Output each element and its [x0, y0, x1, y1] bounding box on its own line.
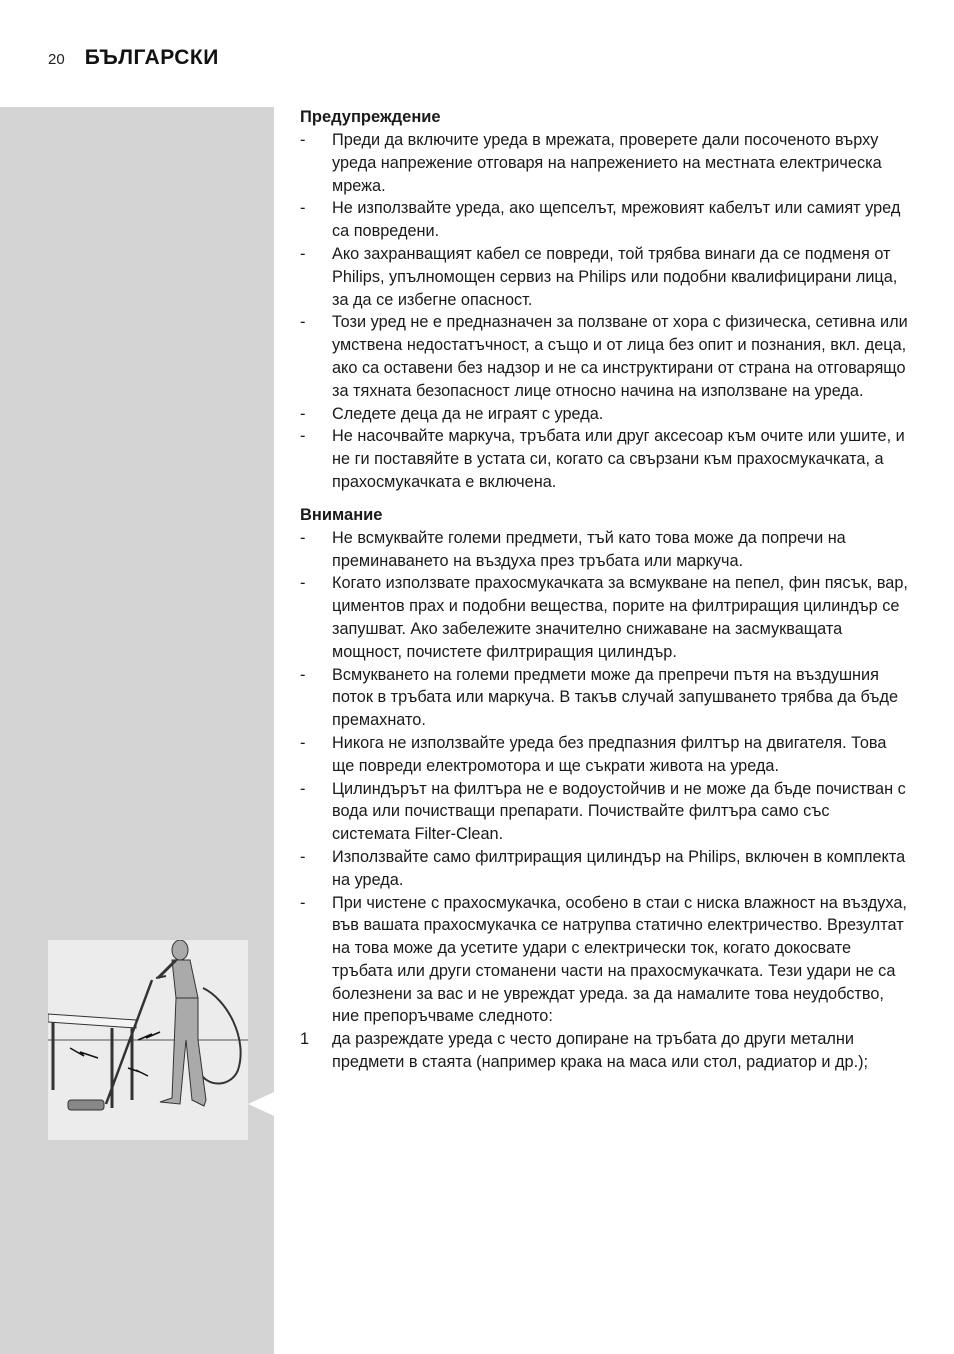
list-item-text: Не насочвайте маркуча, тръбата или друг аксесоар към очите или ушите, и не ги поставяйте в устата си, когато са свързани към прахосмукачката, а прахосмукачката е включена.: [332, 427, 905, 491]
list-marker: -: [300, 313, 306, 332]
list-item: [300, 243, 910, 311]
list-item-text: Не всмуквайте големи предмети, тъй като това може да попречи на преминаването на въздуха през тръбата или маркуча.: [332, 528, 846, 570]
list-item: [300, 572, 910, 663]
list-marker: -: [300, 244, 306, 263]
list-item-text: Ако захранващият кабел се повреди, той трябва винаги да се подменя от Philips, упълномощен сервиз на Philips или подобни квалифицирани лица, за да се избегне опасност.: [332, 244, 898, 309]
warning-list: [300, 129, 910, 494]
list-item: [300, 846, 910, 892]
list-item: [300, 403, 910, 426]
list-item: [300, 664, 910, 732]
list-item-text: да разреждате уреда с често допиране на тръбата до други метални предмети в стаята (например крака на маса или стол, радиатор и др.);: [332, 1030, 869, 1072]
list-item: [300, 527, 910, 573]
list-marker: -: [300, 779, 306, 798]
list-item-text: При чистене с прахосмукачка, особено в стаи с ниска влажност на въздуха, във вашата прахосмукачка се натрупва статично електричество. Bрезултат на това може да усетите удари с електрически ток, когато докосвате тръбата или други стоманени части на прахосмукачката. Тези удари не са болезнени за вас и не увреждат уреда. за да намалите това неудобство, ние препоръчваме следното:: [332, 893, 907, 1026]
sidebar-panel: [0, 107, 274, 1354]
main-content: [300, 106, 910, 1074]
list-item: [300, 311, 910, 402]
list-marker: -: [300, 574, 306, 593]
warning-heading: Предупреждение: [300, 108, 441, 126]
list-marker: -: [300, 733, 306, 752]
list-item-text: Следете деца да не играят с уреда.: [332, 404, 604, 423]
list-item-text: Преди да включите уреда в мрежата, проверете дали посоченото върху уреда напрежение отговаря на напрежението на местната електрическа мрежа.: [332, 131, 882, 195]
caution-list: [300, 527, 910, 1074]
list-marker: -: [300, 199, 306, 218]
page-number: 20: [48, 51, 65, 68]
illustration-drawing: [48, 940, 248, 1140]
list-item-text: Използвайте само филтриращия цилиндър на Philips, включен в комплекта на уреда.: [332, 847, 906, 889]
list-item: [300, 1028, 910, 1074]
list-item: [300, 732, 910, 778]
illustration-pointer: [248, 1092, 274, 1116]
list-item: [300, 197, 910, 243]
list-item-text: Този уред не е предназначен за ползване от хора с физическа, сетивна или умствена недостатъчност, а също и от лица без опит и познания, вкл. деца, ако са оставени без надзор и не са инструктирани от страна на отговарящо за тяхната безопасност лице относно начина на използване на уреда.: [332, 313, 908, 400]
list-item-text: Цилиндърът на филтъра не е водоустойчив и не може да бъде почистван с вода или почистващи препарати. Почиствайте филтъра само със системата Filter-Clean.: [332, 779, 906, 844]
list-item-text: Не използвайте уреда, ако щепселът, мрежовият кабелът или самият уред са повредени.: [332, 199, 901, 241]
page-header: [48, 46, 219, 70]
vacuum-cleaner-static-electricity-illustration: [48, 940, 248, 1140]
list-marker: -: [300, 893, 306, 912]
language-title: БЪЛГАРСКИ: [84, 46, 219, 69]
list-marker: -: [300, 665, 306, 684]
list-marker: -: [300, 404, 306, 423]
list-item-text: Когато използвате прахосмукачката за всмукване на пепел, фин пясък, вар, циментов прах и подобни вещества, порите на филтриращия цилиндър се запушват. Ако забележите значително снижаване на засмукващата мощност, почистете филтриращия цилиндър.: [332, 574, 908, 661]
list-item: [300, 425, 910, 493]
list-marker: -: [300, 528, 306, 547]
list-item: [300, 892, 910, 1029]
list-marker: -: [300, 427, 306, 446]
list-item-text: Никога не използвайте уреда без предпазния филтър на двигателя. Това ще повреди електромотора и ще съкрати живота на уреда.: [332, 733, 887, 775]
list-marker: 1: [300, 1030, 310, 1049]
list-item: [300, 129, 910, 197]
list-item-text: Всмукването на големи предмети може да препречи пътя на въздушния поток в тръбата или маркуча. В такъв случай запушването трябва да бъде премахнато.: [332, 665, 899, 730]
list-marker: -: [300, 131, 306, 149]
list-marker: -: [300, 847, 306, 866]
caution-heading: Внимание: [300, 505, 383, 524]
list-item: [300, 778, 910, 846]
